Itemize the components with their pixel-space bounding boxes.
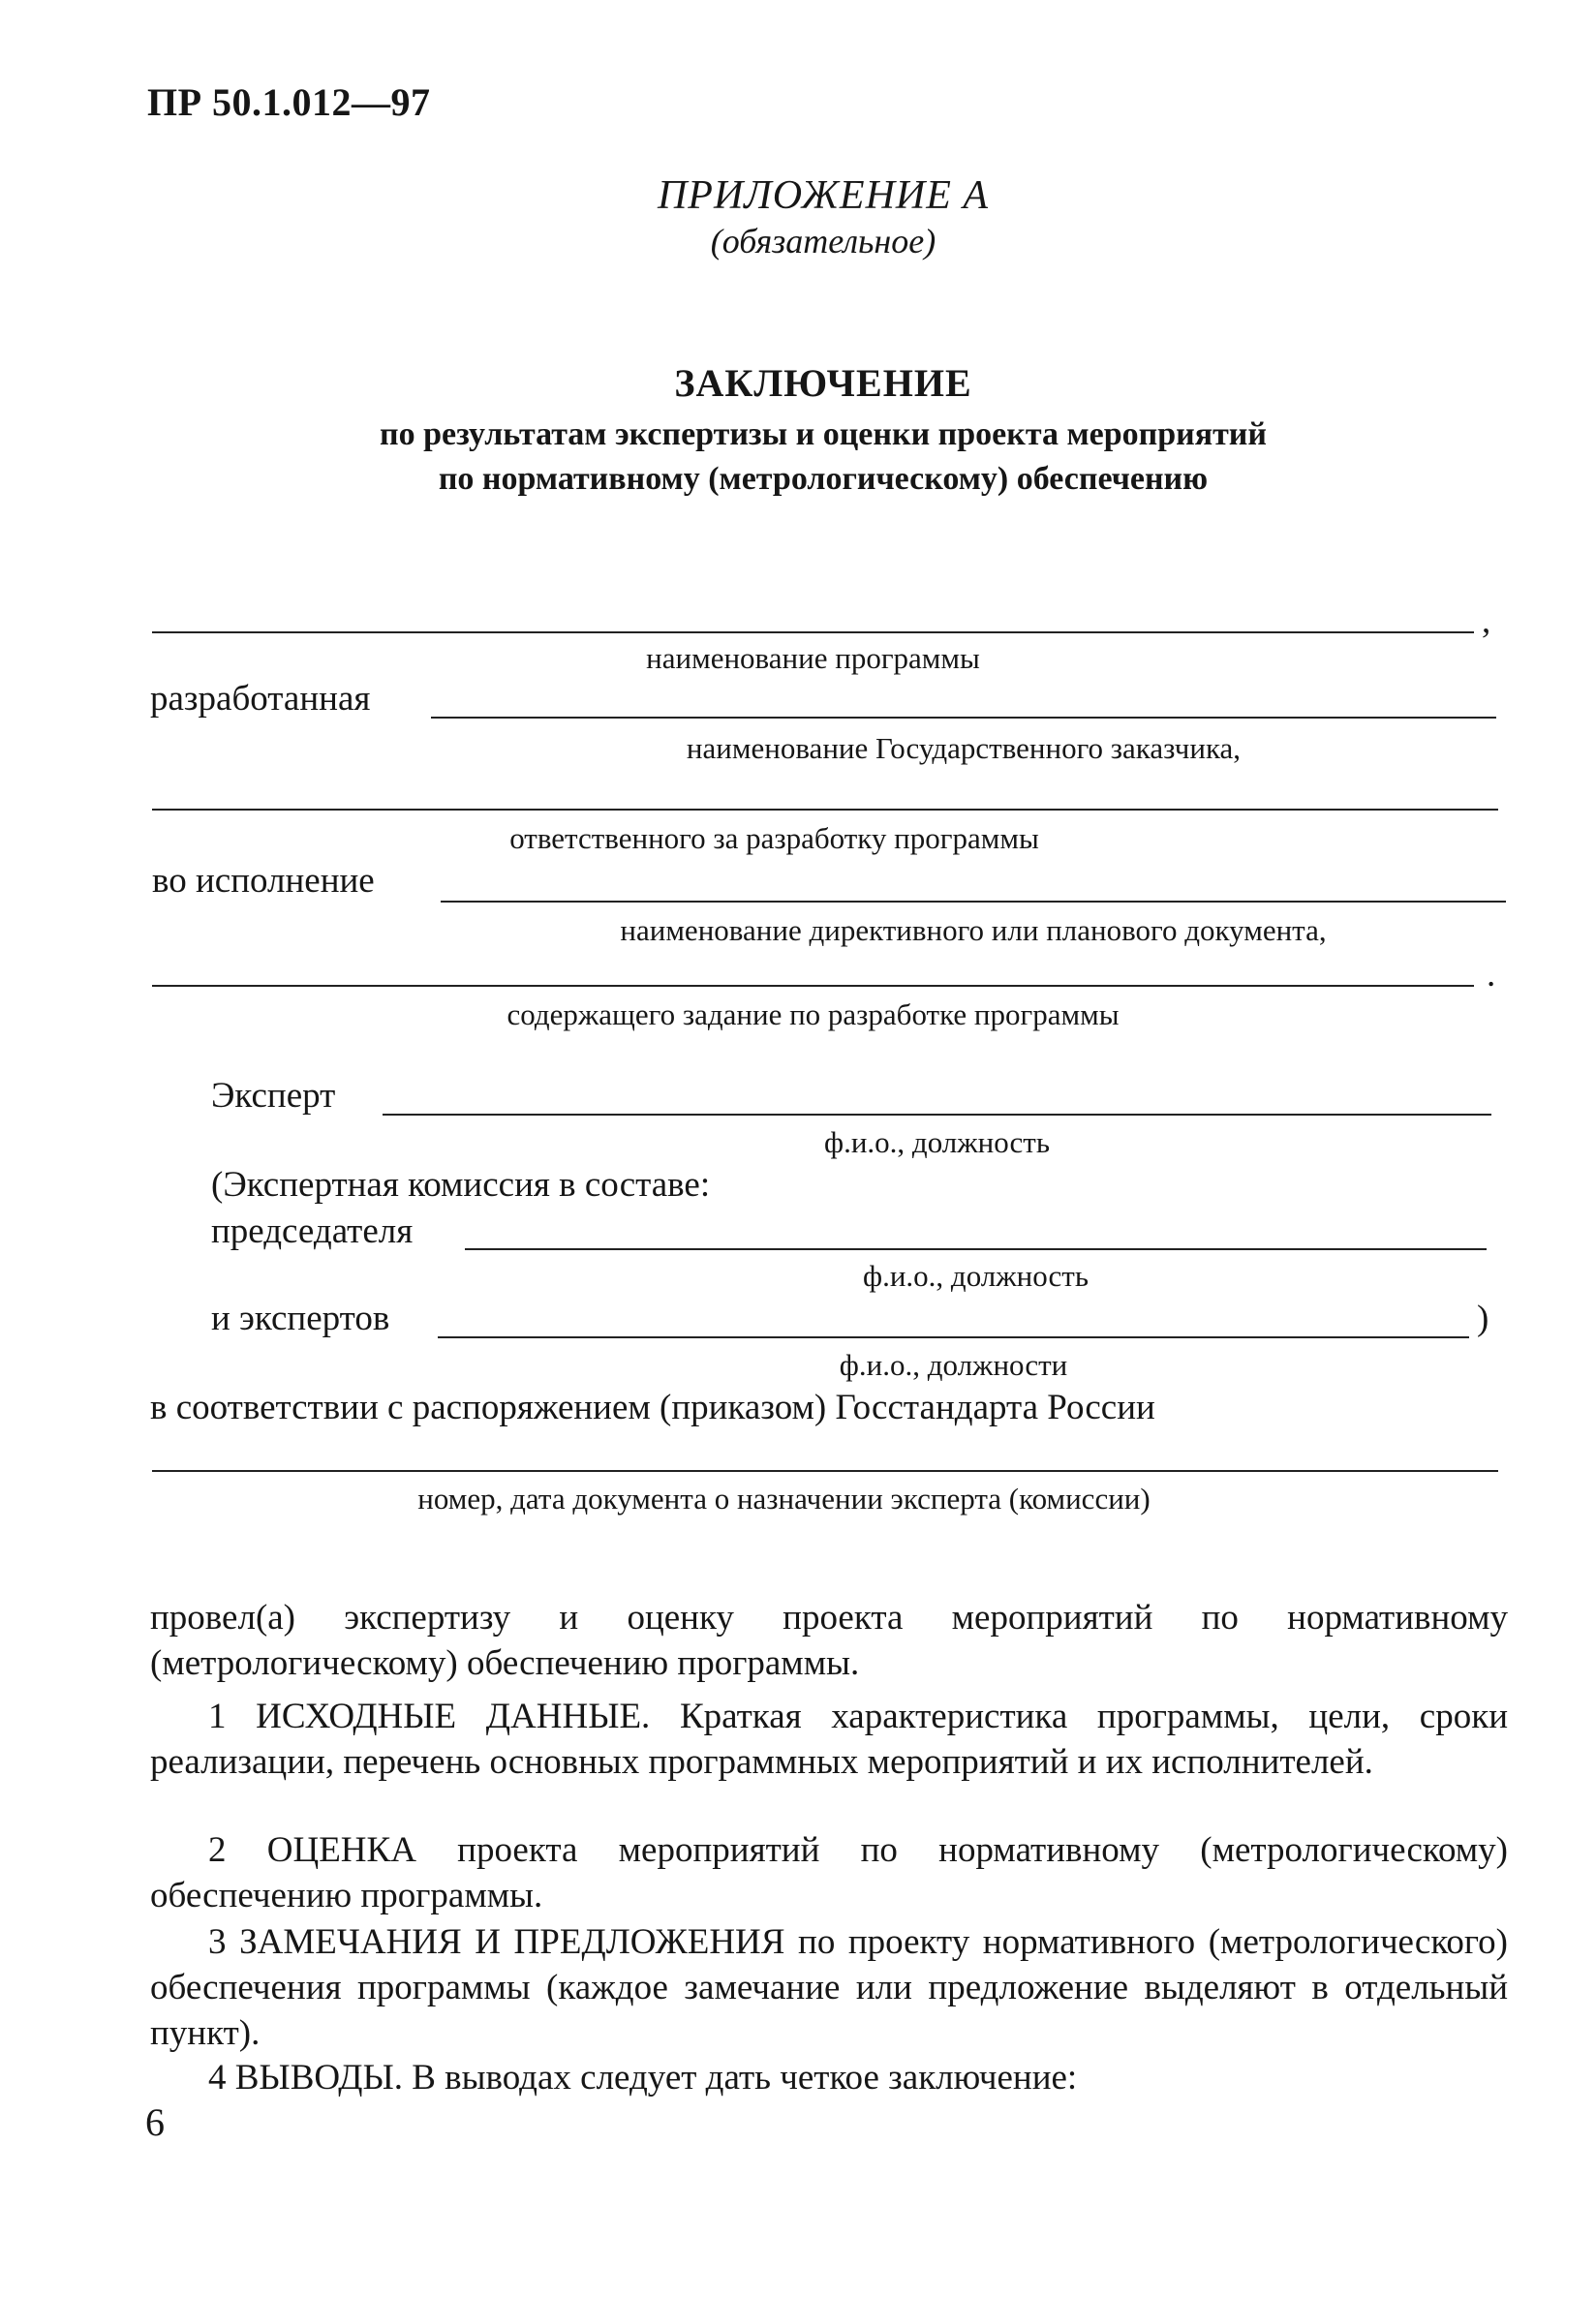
comma-mark: , <box>1482 601 1491 641</box>
annex-subtitle: (обязательное) <box>710 222 936 260</box>
chairman-label: председателя <box>211 1211 414 1251</box>
experts-caption: ф.и.о., должности <box>839 1348 1068 1382</box>
conclusion-subtitle-line1: по результатам экспертизы и оценки проекта мероприятий <box>380 416 1267 452</box>
customer-line <box>431 717 1496 719</box>
period-mark: . <box>1487 955 1496 995</box>
close-paren-mark: ) <box>1477 1299 1489 1338</box>
order-line <box>152 1470 1498 1472</box>
developed-label: разработанная <box>150 679 371 719</box>
chairman-caption: ф.и.о., должность <box>863 1259 1089 1293</box>
item-3-paragraph: 3 ЗАМЕЧАНИЯ И ПРЕДЛОЖЕНИЯ по проекту нормативного (метрологического) обеспечения программы (каждое замечание или предложение выделяют в отдельный пункт). <box>150 1922 1508 2053</box>
page-number: 6 <box>145 2100 165 2144</box>
chairman-line <box>465 1248 1487 1250</box>
responsible-line <box>152 809 1498 811</box>
conclusion-title: ЗАКЛЮЧЕНИЕ <box>674 361 972 405</box>
program-name-line <box>152 631 1474 633</box>
item-1-paragraph: 1 ИСХОДНЫЕ ДАННЫЕ. Краткая характеристика программы, цели, сроки реализации, перечень основных программных мероприятий и их исполнителей. <box>150 1697 1508 1782</box>
experts-line <box>438 1336 1469 1338</box>
annex-title: ПРИЛОЖЕНИЕ А <box>657 173 990 218</box>
expert-label: Эксперт <box>211 1076 336 1116</box>
task-caption: содержащего задание по разработке программы <box>506 997 1120 1031</box>
item-4-paragraph: 4 ВЫВОДЫ. В выводах следует дать четкое заключение: <box>208 2058 1078 2098</box>
intro-paragraph: провел(а) экспертизу и оценку проекта мероприятий по нормативному (метрологическому) обеспечению программы. <box>150 1598 1508 1683</box>
order-caption: номер, дата документа о назначении эксперта (комиссии) <box>417 1482 1151 1516</box>
conclusion-subtitle-line2: по нормативному (метрологическому) обеспечению <box>438 461 1209 497</box>
document-code: ПР 50.1.012—97 <box>147 80 431 124</box>
customer-caption: наименование Государственного заказчика, <box>686 731 1242 765</box>
execution-label: во исполнение <box>152 861 375 901</box>
order-label: в соответствии с распоряжением (приказом) Госстандарта России <box>150 1388 1155 1427</box>
commission-label: (Экспертная комиссия в составе: <box>211 1165 711 1205</box>
directive-caption: наименование директивного или планового документа, <box>620 913 1327 947</box>
expert-caption: ф.и.о., должность <box>824 1125 1050 1159</box>
task-line <box>152 985 1474 987</box>
experts-label: и экспертов <box>211 1299 390 1338</box>
responsible-caption: ответственного за разработку программы <box>509 821 1039 855</box>
directive-line <box>441 901 1506 903</box>
expert-line <box>383 1114 1491 1116</box>
item-2-paragraph: 2 ОЦЕНКА проекта мероприятий по нормативному (метрологическому) обеспечению программы. <box>150 1830 1508 1915</box>
program-name-caption: наименование программы <box>646 641 980 675</box>
